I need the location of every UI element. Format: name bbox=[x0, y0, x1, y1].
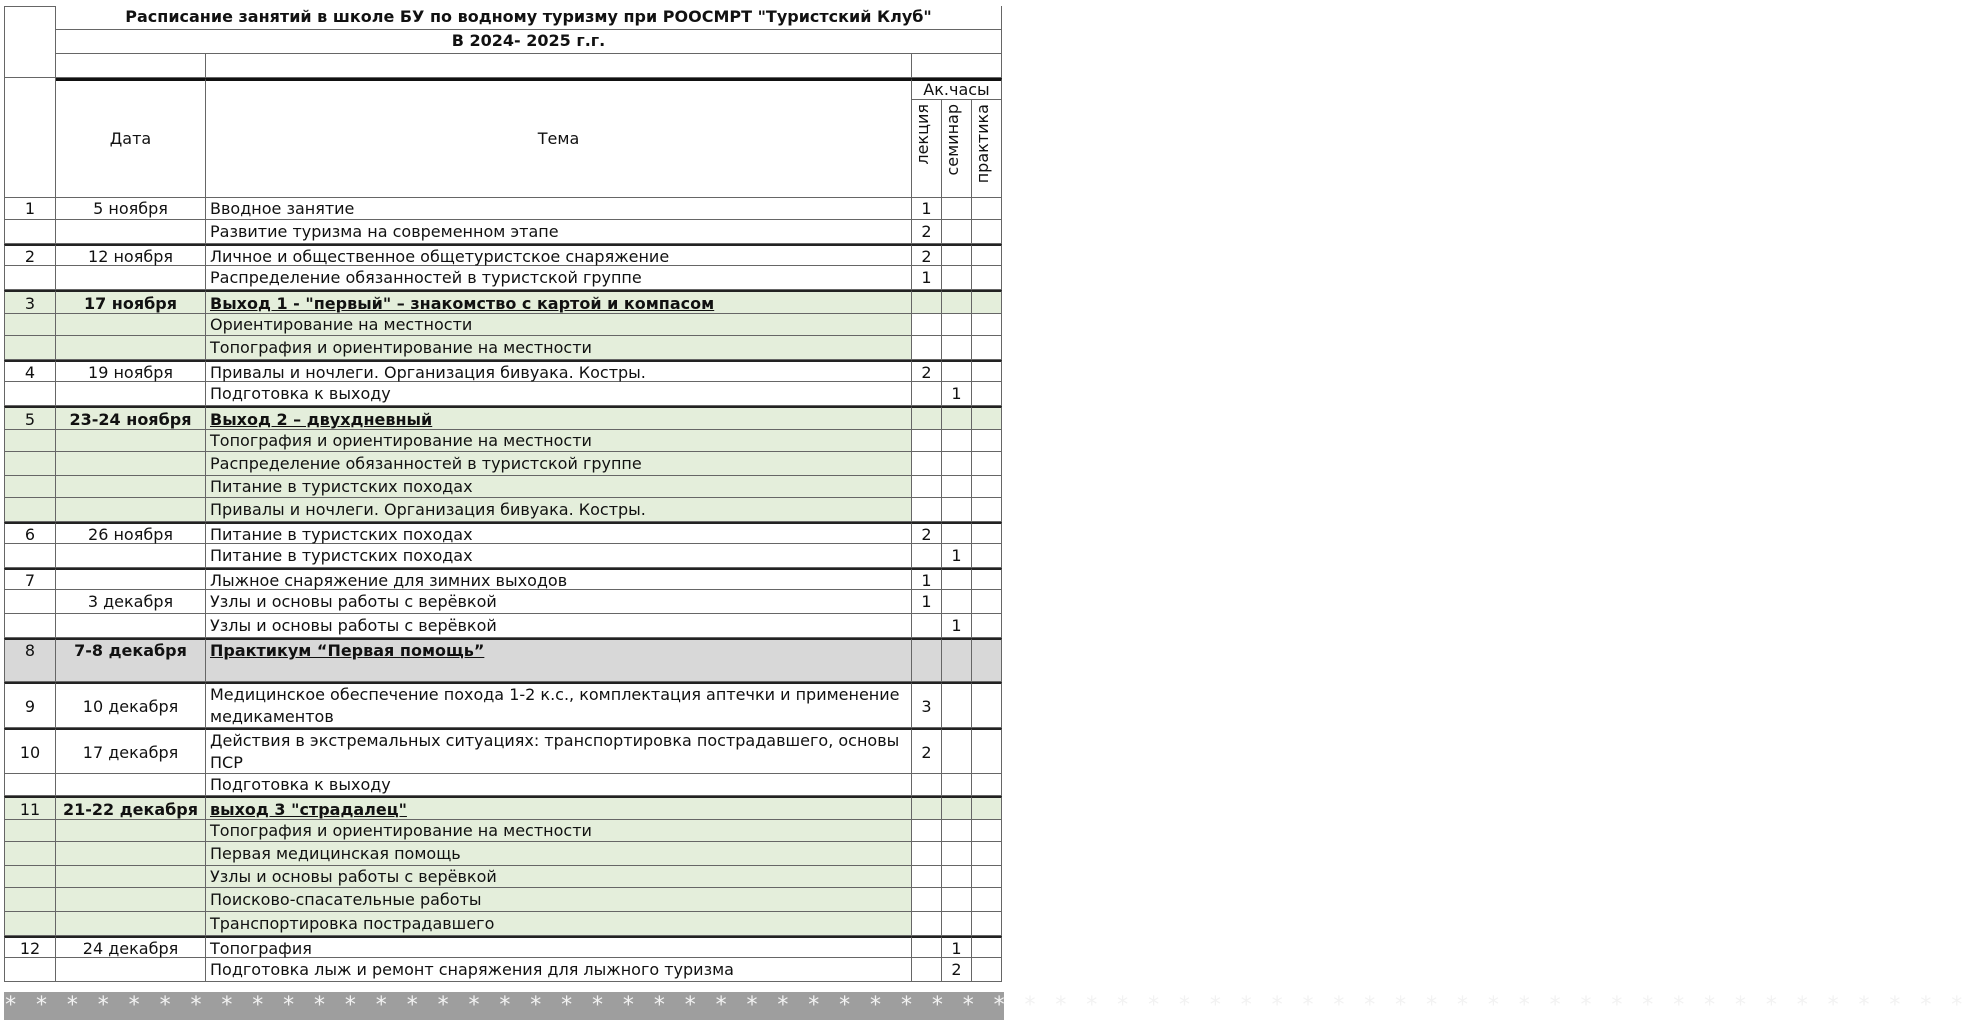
row-10-seminar-hours bbox=[942, 406, 972, 430]
header-seminar: семинар bbox=[943, 104, 962, 176]
row-1-topic: Вводное занятие bbox=[206, 198, 912, 220]
header-lecture: лекция bbox=[913, 104, 932, 165]
row-31-topic: Подготовка лыж и ремонт снаряжения для лыжного туризма bbox=[206, 958, 912, 982]
row-11-number bbox=[4, 430, 56, 452]
row-14-lecture-hours bbox=[912, 498, 942, 522]
row-1-lecture-hours: 1 bbox=[912, 198, 942, 220]
row-14-number bbox=[4, 498, 56, 522]
row-6-date bbox=[56, 314, 206, 336]
row-4-seminar-hours bbox=[942, 266, 972, 290]
row-27-date bbox=[56, 866, 206, 888]
row-15-topic: Питание в туристских походах bbox=[206, 522, 912, 544]
row-26-topic: Первая медицинская помощь bbox=[206, 842, 912, 866]
row-30-number: 12 bbox=[4, 936, 56, 958]
row-19-topic: Узлы и основы работы с верёвкой bbox=[206, 614, 912, 638]
row-22-topic: Действия в экстремальных ситуациях: транспортировка пострадавшего, основы ПСР bbox=[206, 728, 912, 774]
row-18-number bbox=[4, 590, 56, 614]
row-12-number bbox=[4, 452, 56, 476]
row-25-seminar-hours bbox=[942, 820, 972, 842]
row-16-number bbox=[4, 544, 56, 568]
row-15-date: 26 ноября bbox=[56, 522, 206, 544]
row-25-practice-hours bbox=[972, 820, 1002, 842]
row-5-number: 3 bbox=[4, 290, 56, 314]
header-practice: практика bbox=[973, 104, 992, 184]
row-8-date: 19 ноября bbox=[56, 360, 206, 382]
title-line-1: Расписание занятий в школе БУ по водному туризму при РООСМРТ "Туристский Клуб" bbox=[56, 6, 1002, 30]
row-13-lecture-hours bbox=[912, 476, 942, 498]
row-21-lecture-hours: 3 bbox=[912, 682, 942, 728]
row-2-number bbox=[4, 220, 56, 244]
row-2-practice-hours bbox=[972, 220, 1002, 244]
row-7-practice-hours bbox=[972, 336, 1002, 360]
row-5-date: 17 ноября bbox=[56, 290, 206, 314]
row-7-lecture-hours bbox=[912, 336, 942, 360]
row-4-topic: Распределение обязанностей в туристской группе bbox=[206, 266, 912, 290]
row-6-lecture-hours bbox=[912, 314, 942, 336]
blank-row bbox=[206, 54, 912, 78]
row-11-lecture-hours bbox=[912, 430, 942, 452]
footer-stars: * * * * * * * * * * * * * * * * * * * * * * * * * * * * * * * * * * * * * * * * * * * * * * * * * * * * * * * * * * * * * * * * bbox=[4, 993, 1966, 1018]
row-26-seminar-hours bbox=[942, 842, 972, 866]
row-4-number bbox=[4, 266, 56, 290]
row-31-date bbox=[56, 958, 206, 982]
row-13-practice-hours bbox=[972, 476, 1002, 498]
header-practice-cell bbox=[972, 100, 1002, 198]
row-31-number bbox=[4, 958, 56, 982]
row-24-practice-hours bbox=[972, 796, 1002, 820]
row-28-topic: Поисково-спасательные работы bbox=[206, 888, 912, 912]
blank-row bbox=[56, 54, 206, 78]
row-28-practice-hours bbox=[972, 888, 1002, 912]
row-16-topic: Питание в туристских походах bbox=[206, 544, 912, 568]
row-9-number bbox=[4, 382, 56, 406]
row-23-practice-hours bbox=[972, 774, 1002, 796]
row-14-date bbox=[56, 498, 206, 522]
row-19-practice-hours bbox=[972, 614, 1002, 638]
row-30-seminar-hours: 1 bbox=[942, 936, 972, 958]
row-22-seminar-hours bbox=[942, 728, 972, 774]
row-16-lecture-hours bbox=[912, 544, 942, 568]
header-topic: Тема bbox=[206, 78, 912, 198]
row-16-date bbox=[56, 544, 206, 568]
row-12-seminar-hours bbox=[942, 452, 972, 476]
row-2-date bbox=[56, 220, 206, 244]
row-27-number bbox=[4, 866, 56, 888]
row-15-seminar-hours bbox=[942, 522, 972, 544]
row-8-lecture-hours: 2 bbox=[912, 360, 942, 382]
row-19-number bbox=[4, 614, 56, 638]
header-hours: Ак.часы bbox=[912, 78, 1002, 100]
row-20-lecture-hours bbox=[912, 638, 942, 682]
row-21-number: 9 bbox=[4, 682, 56, 728]
row-4-lecture-hours: 1 bbox=[912, 266, 942, 290]
row-5-seminar-hours bbox=[942, 290, 972, 314]
row-6-seminar-hours bbox=[942, 314, 972, 336]
row-9-date bbox=[56, 382, 206, 406]
row-12-lecture-hours bbox=[912, 452, 942, 476]
row-31-practice-hours bbox=[972, 958, 1002, 982]
row-22-number: 10 bbox=[4, 728, 56, 774]
row-11-practice-hours bbox=[972, 430, 1002, 452]
row-18-date: 3 декабря bbox=[56, 590, 206, 614]
row-1-number: 1 bbox=[4, 198, 56, 220]
row-10-topic: Выход 2 – двухдневный bbox=[206, 406, 912, 430]
row-14-topic: Привалы и ночлеги. Организация бивуака. Костры. bbox=[206, 498, 912, 522]
row-23-topic: Подготовка к выходу bbox=[206, 774, 912, 796]
row-10-lecture-hours bbox=[912, 406, 942, 430]
header-lecture-cell bbox=[912, 100, 942, 198]
row-28-lecture-hours bbox=[912, 888, 942, 912]
row-17-seminar-hours bbox=[942, 568, 972, 590]
row-9-lecture-hours bbox=[912, 382, 942, 406]
row-8-seminar-hours bbox=[942, 360, 972, 382]
row-27-seminar-hours bbox=[942, 866, 972, 888]
row-27-topic: Узлы и основы работы с верёвкой bbox=[206, 866, 912, 888]
row-8-topic: Привалы и ночлеги. Организация бивуака. Костры. bbox=[206, 360, 912, 382]
header-seminar-cell bbox=[942, 100, 972, 198]
row-6-number bbox=[4, 314, 56, 336]
row-10-practice-hours bbox=[972, 406, 1002, 430]
row-12-date bbox=[56, 452, 206, 476]
row-23-date bbox=[56, 774, 206, 796]
row-18-topic: Узлы и основы работы с верёвкой bbox=[206, 590, 912, 614]
row-30-practice-hours bbox=[972, 936, 1002, 958]
row-14-seminar-hours bbox=[942, 498, 972, 522]
row-2-lecture-hours: 2 bbox=[912, 220, 942, 244]
row-18-lecture-hours: 1 bbox=[912, 590, 942, 614]
row-4-date bbox=[56, 266, 206, 290]
row-25-topic: Топография и ориентирование на местности bbox=[206, 820, 912, 842]
blank-row bbox=[912, 54, 1002, 78]
row-30-topic: Топография bbox=[206, 936, 912, 958]
row-21-seminar-hours bbox=[942, 682, 972, 728]
row-21-date: 10 декабря bbox=[56, 682, 206, 728]
row-18-practice-hours bbox=[972, 590, 1002, 614]
row-31-seminar-hours: 2 bbox=[942, 958, 972, 982]
row-28-number bbox=[4, 888, 56, 912]
row-3-practice-hours bbox=[972, 244, 1002, 266]
row-1-practice-hours bbox=[972, 198, 1002, 220]
row-2-seminar-hours bbox=[942, 220, 972, 244]
row-11-date bbox=[56, 430, 206, 452]
row-29-practice-hours bbox=[972, 912, 1002, 936]
row-27-lecture-hours bbox=[912, 866, 942, 888]
row-29-lecture-hours bbox=[912, 912, 942, 936]
row-16-practice-hours bbox=[972, 544, 1002, 568]
row-23-number bbox=[4, 774, 56, 796]
row-12-topic: Распределение обязанностей в туристской группе bbox=[206, 452, 912, 476]
header-num bbox=[4, 78, 56, 198]
row-11-topic: Топография и ориентирование на местности bbox=[206, 430, 912, 452]
row-25-date bbox=[56, 820, 206, 842]
row-16-seminar-hours: 1 bbox=[942, 544, 972, 568]
row-20-number: 8 bbox=[4, 638, 56, 682]
row-24-seminar-hours bbox=[942, 796, 972, 820]
row-17-topic: Лыжное снаряжение для зимних выходов bbox=[206, 568, 912, 590]
row-12-practice-hours bbox=[972, 452, 1002, 476]
row-5-topic: Выход 1 - "первый" – знакомство с картой и компасом bbox=[206, 290, 912, 314]
row-20-seminar-hours bbox=[942, 638, 972, 682]
row-24-lecture-hours bbox=[912, 796, 942, 820]
row-15-lecture-hours: 2 bbox=[912, 522, 942, 544]
row-7-seminar-hours bbox=[942, 336, 972, 360]
header-date: Дата bbox=[56, 78, 206, 198]
row-15-number: 6 bbox=[4, 522, 56, 544]
row-18-seminar-hours bbox=[942, 590, 972, 614]
row-3-lecture-hours: 2 bbox=[912, 244, 942, 266]
row-20-practice-hours bbox=[972, 638, 1002, 682]
row-23-seminar-hours bbox=[942, 774, 972, 796]
row-20-topic: Практикум “Первая помощь” bbox=[206, 638, 912, 682]
row-26-date bbox=[56, 842, 206, 866]
row-2-topic: Развитие туризма на современном этапе bbox=[206, 220, 912, 244]
row-10-number: 5 bbox=[4, 406, 56, 430]
row-13-number bbox=[4, 476, 56, 498]
row-26-practice-hours bbox=[972, 842, 1002, 866]
row-10-date: 23-24 ноября bbox=[56, 406, 206, 430]
row-3-seminar-hours bbox=[942, 244, 972, 266]
row-1-seminar-hours bbox=[942, 198, 972, 220]
row-3-topic: Личное и общественное общетуристское снаряжение bbox=[206, 244, 912, 266]
row-17-date bbox=[56, 568, 206, 590]
row-21-practice-hours bbox=[972, 682, 1002, 728]
row-17-practice-hours bbox=[972, 568, 1002, 590]
row-17-lecture-hours: 1 bbox=[912, 568, 942, 590]
row-30-date: 24 декабря bbox=[56, 936, 206, 958]
blank-row-left bbox=[4, 6, 56, 78]
row-28-date bbox=[56, 888, 206, 912]
row-9-seminar-hours: 1 bbox=[942, 382, 972, 406]
row-29-topic: Транспортировка пострадавшего bbox=[206, 912, 912, 936]
row-5-lecture-hours bbox=[912, 290, 942, 314]
row-7-date bbox=[56, 336, 206, 360]
row-3-date: 12 ноября bbox=[56, 244, 206, 266]
row-19-date bbox=[56, 614, 206, 638]
title-line-2: В 2024- 2025 г.г. bbox=[56, 30, 1002, 54]
row-30-lecture-hours bbox=[912, 936, 942, 958]
row-13-seminar-hours bbox=[942, 476, 972, 498]
row-27-practice-hours bbox=[972, 866, 1002, 888]
row-8-practice-hours bbox=[972, 360, 1002, 382]
row-22-practice-hours bbox=[972, 728, 1002, 774]
row-6-practice-hours bbox=[972, 314, 1002, 336]
row-7-number bbox=[4, 336, 56, 360]
row-26-number bbox=[4, 842, 56, 866]
row-17-number: 7 bbox=[4, 568, 56, 590]
row-15-practice-hours bbox=[972, 522, 1002, 544]
row-19-lecture-hours bbox=[912, 614, 942, 638]
row-14-practice-hours bbox=[972, 498, 1002, 522]
row-1-date: 5 ноября bbox=[56, 198, 206, 220]
row-8-number: 4 bbox=[4, 360, 56, 382]
row-7-topic: Топография и ориентирование на местности bbox=[206, 336, 912, 360]
row-24-date: 21-22 декабря bbox=[56, 796, 206, 820]
row-21-topic: Медицинское обеспечение похода 1-2 к.с., комплектация аптечки и применение медикаментов bbox=[206, 682, 912, 728]
row-9-topic: Подготовка к выходу bbox=[206, 382, 912, 406]
row-20-date: 7-8 декабря bbox=[56, 638, 206, 682]
row-25-lecture-hours bbox=[912, 820, 942, 842]
row-4-practice-hours bbox=[972, 266, 1002, 290]
row-29-seminar-hours bbox=[942, 912, 972, 936]
row-24-number: 11 bbox=[4, 796, 56, 820]
row-19-seminar-hours: 1 bbox=[942, 614, 972, 638]
row-22-lecture-hours: 2 bbox=[912, 728, 942, 774]
row-11-seminar-hours bbox=[942, 430, 972, 452]
row-5-practice-hours bbox=[972, 290, 1002, 314]
row-29-date bbox=[56, 912, 206, 936]
row-29-number bbox=[4, 912, 56, 936]
row-31-lecture-hours bbox=[912, 958, 942, 982]
row-3-number: 2 bbox=[4, 244, 56, 266]
row-9-practice-hours bbox=[972, 382, 1002, 406]
row-23-lecture-hours bbox=[912, 774, 942, 796]
row-13-date bbox=[56, 476, 206, 498]
row-13-topic: Питание в туристских походах bbox=[206, 476, 912, 498]
row-22-date: 17 декабря bbox=[56, 728, 206, 774]
row-24-topic: выход 3 "страдалец" bbox=[206, 796, 912, 820]
row-25-number bbox=[4, 820, 56, 842]
row-28-seminar-hours bbox=[942, 888, 972, 912]
row-6-topic: Ориентирование на местности bbox=[206, 314, 912, 336]
row-26-lecture-hours bbox=[912, 842, 942, 866]
